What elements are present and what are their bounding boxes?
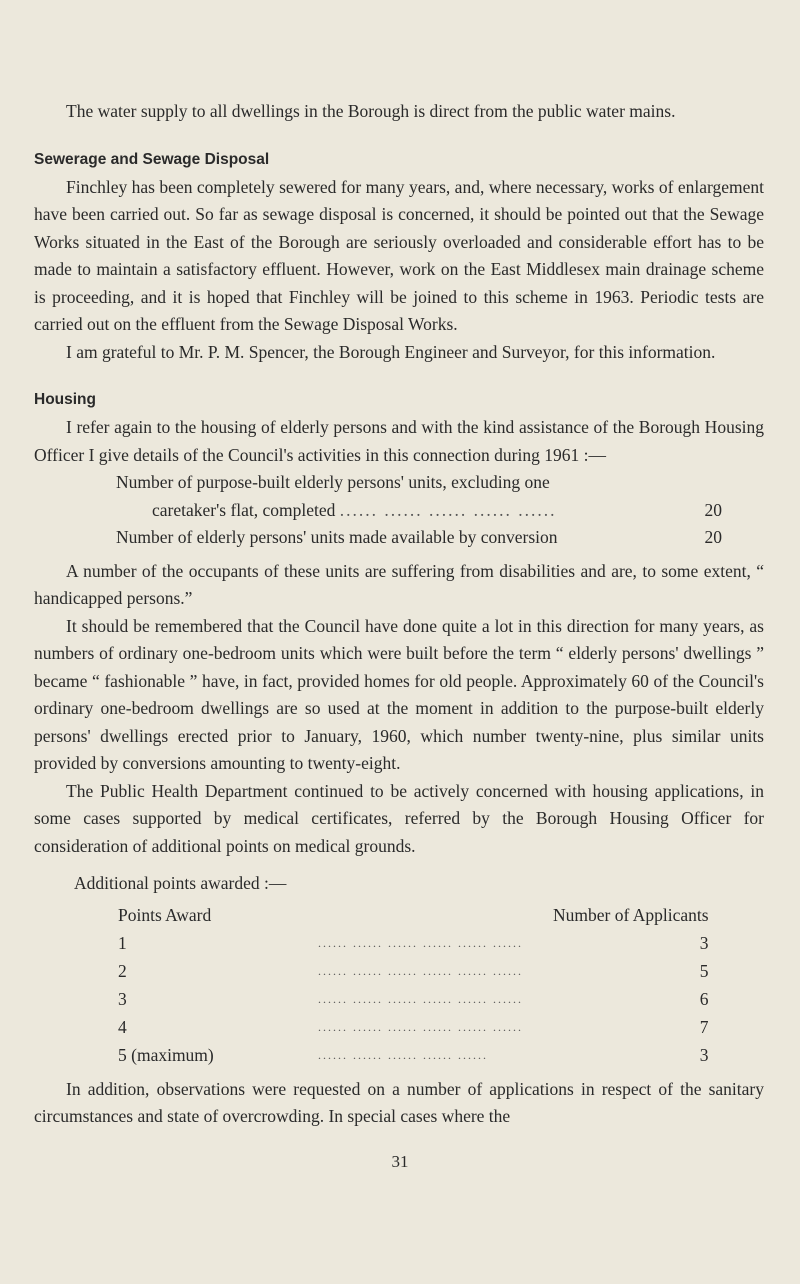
- applicants-cell: 3: [699, 932, 709, 953]
- table-row: [118, 930, 709, 958]
- points-cell: 1: [118, 932, 127, 953]
- page-number: 31: [391, 1152, 409, 1171]
- points-table: [118, 902, 709, 1070]
- table-row: [118, 1042, 709, 1070]
- housing-heading: Housing: [34, 391, 96, 408]
- sewerage-paragraph-1: Finchley has been completely sewered for many years, and, where necessary, works of enlargement have been carried out. So far as sewage disposal is concerned, it should be pointed out that the Sewage Works situated in the East of the Borough are seriously overloaded and considerable effort has to be made to maintain a satisfactory effluent. However, work on the East Middlesex main drainage scheme is proceeding, and it is hoped that Finchley will be joined to this scheme in 1963. Periodic tests are carried out on the effluent from the Sewage Disposal Works.: [34, 176, 764, 334]
- column-header-applicants: Number of Applicants: [553, 904, 709, 925]
- table-row: [118, 986, 709, 1014]
- table-row: [118, 958, 709, 986]
- unit-row-purpose-built-cont: [34, 497, 764, 525]
- leader-dots: ...... ...... ...... ...... ...... ......: [318, 991, 523, 1006]
- leader-dots: ...... ...... ...... ...... ...... ......: [318, 963, 523, 978]
- leader-dots: ...... ...... ...... ...... ...... ......: [318, 1019, 523, 1034]
- unit-label-line1: Number of elderly persons' units made available by conversion: [116, 527, 558, 547]
- housing-paragraph-4: The Public Health Department continued to be actively concerned with housing applications, in some cases supported by medical certificates, referred by the Borough Housing Officer for consideration of additional points on medical grounds.: [34, 780, 764, 856]
- housing-paragraph-5: In addition, observations were requested on a number of applications in respect of the sanitary circumstances and state of overcrowding. In special cases where the: [34, 1078, 764, 1126]
- table-row: [118, 1014, 709, 1042]
- sewerage-paragraph-2: I am grateful to Mr. P. M. Spencer, the Borough Engineer and Surveyor, for this information.: [66, 341, 716, 362]
- points-cell: 5 (maximum): [118, 1044, 214, 1065]
- points-cell: 3: [118, 988, 127, 1009]
- housing-paragraph-3: It should be remembered that the Council have done quite a lot in this direction for many years, as numbers of ordinary one-bedroom units which were built before the term “ elderly persons' dwellings ” became “ fashionable ” have, in fact, provided homes for old people. Approximately 60 of the Council's ordinary one-bedroom dwellings are so used at the moment in addition to the purpose-built elderly persons' dwellings erected prior to January, 1960, which number twenty-nine, plus similar units provided by conversions amounting to twenty-eight.: [34, 615, 764, 773]
- elderly-units-list: [34, 469, 764, 552]
- water-supply-paragraph: The water supply to all dwellings in the Borough is direct from the public water mains.: [66, 101, 676, 121]
- applicants-cell: 6: [699, 988, 709, 1009]
- unit-label-line2: caretaker's flat, completed: [152, 499, 336, 520]
- unit-row-conversion: [34, 524, 764, 552]
- applicants-cell: 3: [699, 1044, 709, 1065]
- unit-value: 20: [704, 499, 722, 520]
- housing-paragraph-2: A number of the occupants of these units are suffering from disabilities and are, to some extent, “ handicapped persons.”: [34, 560, 764, 608]
- applicants-cell: 7: [699, 1016, 709, 1037]
- column-header-points: Points Award: [118, 904, 212, 925]
- sewerage-heading: Sewerage and Sewage Disposal: [34, 150, 270, 168]
- housing-paragraph-1: I refer again to the housing of elderly persons and with the kind assistance of the Borough Housing Officer I give details of the Council's activities in this connection during 1961 :—: [34, 417, 764, 465]
- unit-value: 20: [704, 527, 722, 547]
- leader-dots: ...... ...... ...... ...... ......: [339, 499, 557, 520]
- leader-dots: ...... ...... ...... ...... ......: [318, 1047, 488, 1062]
- points-table-header: [118, 902, 709, 930]
- unit-row-purpose-built: [34, 469, 764, 497]
- points-cell: 4: [118, 1016, 127, 1037]
- points-cell: 2: [118, 960, 127, 981]
- leader-dots: ...... ...... ...... ...... ...... ......: [318, 935, 523, 950]
- applicants-cell: 5: [699, 960, 709, 981]
- unit-label-line1: Number of purpose-built elderly persons' units, excluding one: [116, 472, 550, 492]
- points-intro: Additional points awarded :—: [74, 873, 287, 893]
